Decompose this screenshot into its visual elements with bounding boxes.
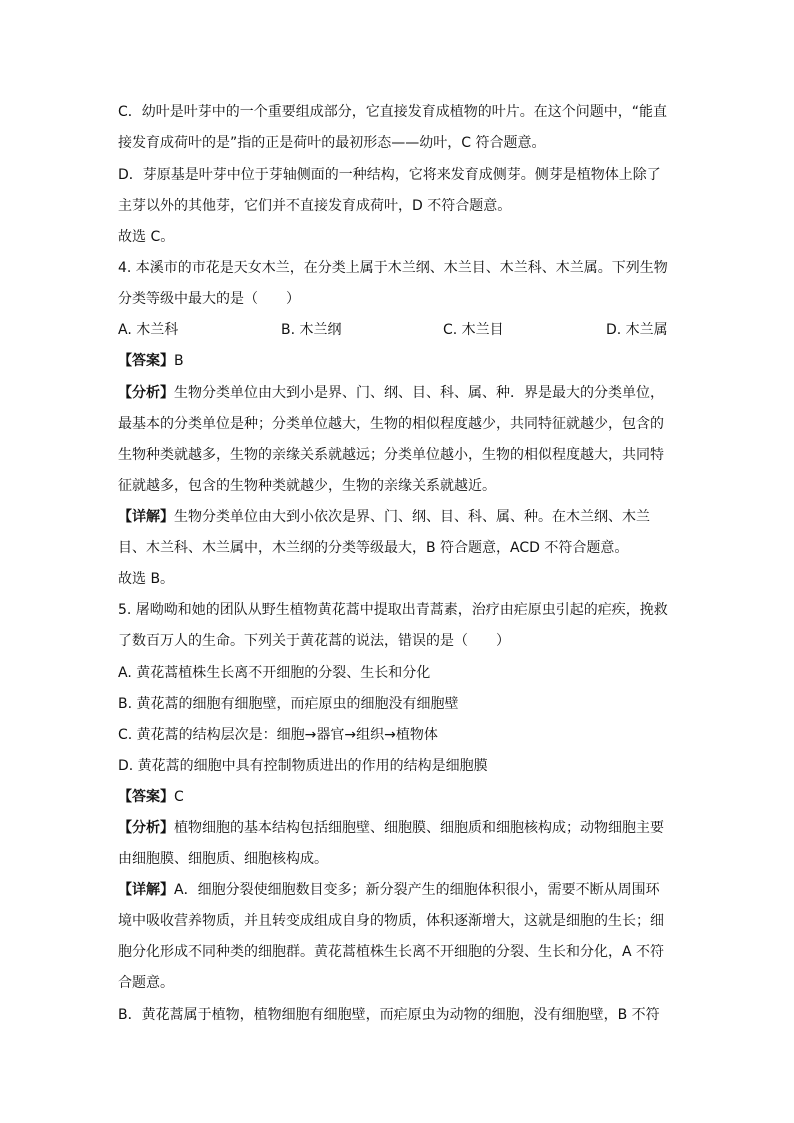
answer-tag: 【答案】	[118, 353, 174, 369]
q4-option-b: B. 木兰纲	[281, 322, 342, 338]
q4-stem-line1: 4. 本溪市的市花是天女木兰，在分类上属于木兰纲、木兰目、木兰科、木兰属。下列生物	[118, 260, 668, 276]
q5-detail-line2: 境中吸收营养物质，并且转变成组成自身的物质，体积逐渐增大，这就是细胞的生长；细	[118, 913, 664, 929]
q4-option-c: C. 木兰目	[443, 322, 504, 338]
analysis-text: 植物细胞的基本结构包括细胞壁、细胞膜、细胞质和细胞核构成；动物细胞主要	[174, 820, 664, 836]
q5-detail-line5: B．黄花蒿属于植物，植物细胞有细胞壁，而疟原虫为动物的细胞，没有细胞壁，B 不符	[118, 1007, 660, 1023]
q5-option-b: B. 黄花蒿的细胞有细胞壁，而疟原虫的细胞没有细胞壁	[118, 696, 459, 712]
q3-option-c-explanation-line1: C．幼叶是叶芽中的一个重要组成部分，它直接发育成植物的叶片。在这个问题中，“能直	[118, 104, 668, 120]
q5-option-d: D. 黄花蒿的细胞中具有控制物质进出的作用的结构是细胞膜	[118, 758, 488, 774]
q5-option-c: C. 黄花蒿的结构层次是：细胞→器官→组织→植物体	[118, 727, 438, 743]
q4-analysis-line1	[118, 383, 664, 403]
detail-tag: 【详解】	[118, 882, 174, 898]
q5-analysis-line1	[118, 818, 664, 838]
q3-option-d-explanation-line2: 主芽以外的其他芽，它们并不直接发育成荷叶，D 不符合题意。	[118, 198, 512, 214]
detail-text: A．细胞分裂使细胞数目变多；新分裂产生的细胞体积很小，需要不断从周围环	[174, 882, 660, 898]
answer-value: C	[174, 789, 184, 805]
analysis-tag: 【分析】	[118, 385, 174, 401]
q4-option-a: A. 木兰科	[118, 322, 179, 338]
q4-stem-line2: 分类等级中最大的是（ ）	[118, 291, 300, 307]
q5-detail-line1	[118, 880, 660, 900]
q3-option-c-explanation-line2: 接发育成荷叶的是”指的正是荷叶的最初形态——幼叶，C 符合题意。	[118, 135, 546, 151]
detail-tag: 【详解】	[118, 509, 174, 525]
q5-answer	[118, 787, 184, 807]
q4-detail-line2: 目、木兰科、木兰属中，木兰纲的分类等级最大，B 符合题意，ACD 不符合题意。	[118, 540, 629, 556]
q3-final-choice: 故选 C。	[118, 229, 175, 245]
q4-analysis-line2: 最基本的分类单位是种；分类单位越大，生物的相似程度越少，共同特征就越少，包含的	[118, 416, 664, 432]
q5-option-a: A. 黄花蒿植株生长离不开细胞的分裂、生长和分化	[118, 665, 431, 681]
q4-analysis-line4: 征就越多，包含的生物种类就越少，生物的亲缘关系就越近。	[118, 478, 496, 494]
q5-stem-line2: 了数百万人的生命。下列关于黄花蒿的说法，错误的是（ ）	[118, 633, 510, 649]
q5-detail-line3: 胞分化形成不同种类的细胞群。黄花蒿植株生长离不开细胞的分裂、生长和分化，A 不符	[118, 944, 665, 960]
q4-answer	[118, 351, 184, 371]
q4-final-choice: 故选 B。	[118, 571, 175, 587]
q4-detail-line1	[118, 507, 650, 527]
q4-analysis-line3: 生物种类就越多，生物的亲缘关系就越远；分类单位越小，生物的相似程度越大，共同特	[118, 447, 664, 463]
q4-option-d: D. 木兰属	[606, 322, 668, 338]
analysis-tag: 【分析】	[118, 820, 174, 836]
detail-text: 生物分类单位由大到小依次是界、门、纲、目、科、属、种。在木兰纲、木兰	[174, 509, 650, 525]
analysis-text: 生物分类单位由大到小是界、门、纲、目、科、属、种．界是最大的分类单位，	[174, 385, 664, 401]
q5-analysis-line2: 由细胞膜、细胞质、细胞核构成。	[118, 851, 328, 867]
q5-stem-line1: 5. 屠呦呦和她的团队从野生植物黄花蒿中提取出青蒿素，治疗由疟原虫引起的疟疾，挽救	[118, 602, 668, 618]
q5-detail-line4: 合题意。	[118, 975, 174, 991]
answer-value: B	[174, 353, 184, 369]
q3-option-d-explanation-line1: D．芽原基是叶芽中位于芽轴侧面的一种结构，它将来发育成侧芽。侧芽是植物体上除了	[118, 167, 661, 183]
answer-tag: 【答案】	[118, 789, 174, 805]
